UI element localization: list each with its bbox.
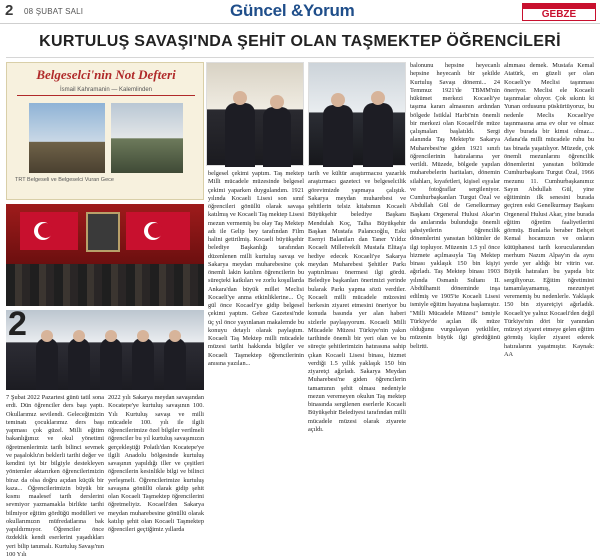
person-face (233, 91, 247, 105)
crescent-cut (148, 223, 163, 238)
person-figure (363, 103, 393, 167)
person-face (331, 93, 345, 107)
crescent-cut (38, 223, 53, 238)
turkish-flag-right (126, 212, 190, 250)
person-figure (164, 338, 186, 390)
person-figure (100, 338, 122, 390)
column-text: belgesel çekimi yaptım. Taş mektep Milli mücadele müzesinde belgesel çekimi yaparken duygulandım. 1921 yılında Kocaeli Lisesi son sınıf öğrencileri gönüllü olarak savaşa katılmış ve Kocaeli Taş mektep Lisesi mezun vermemiş bu olay Taş Mektep adı ile Gelip bey tarafından Film halini getirilmiş. Kocaeli büyükşehir belediye Başkanlığı tarafından düzenlenen milli kurtuluş savaşı ve Sakarya meydan muharebesine çok önemli lakin katılım öğrencilerin bu süreçteki katkıları ve zorlu koşullarda Ankara'dan büyük millet Meclisi Kocaeli'ye anma etkinliklerine... Üç gül önce Kocaeli'ye gidip belgesel çekimi yaptım. Gebze Gazetesi'nde üç yıl önce yayınlanan makalemde bu konuyu detaylı olarak paylaştım. Kocaeli Taş Mektep milli mücadele müzesi tarihi hakkında bilgiler ve Kocaeli Taşmektep öğrencilerinin anısına yazılan... (208, 170, 304, 367)
person-face (137, 330, 149, 342)
column-text: almması demek. Mustafa Kemal Atatürk, en güzeli şer olan Kocaeli'ye Meclisi taşınması öneriyor. Meclisi ele Kocaeli taşınmalar oluyor. Çok sıkıntı ki Yunan ordusunu püskürtüyoruz, bu nedenle Meclis Kocaeli'ye taşınmasına ama ev olur ve olmaz diye burada bir kimsi olmaz... Adana'da milli mücadele ruhu bu tas binada yaşatılıyor. Müzede, çok önemli mezunlarını öğrencilik dönemlerini yansıtan bölümde Cumhurbaşkanı Turgut Özal, 1966 mezunu 11. Cumhurbaşkanımız Sayın Abdullah Gül, yine eğitiminin ilk senesini burada geçiren eski Genelkurmay Başkanı Orgeneral Hulusi Akar, yine burada eğitim öğretim faaliyetlerini görmüş. Bunlarla beraber Behçet Kemal hocamızın ve onların kütüphanesi tarih koruculanından merhum Nazım Alpay'ın da aynı yerde yer aldığı bir vitrin var. Büyük hatıraları bu yapıda biz sergiliyoruz. Eğitim öğretimini tamamlayamamış, mezuniyet verememiş bu nedenlerle. Yaklaşık 150 bin ziyaretçiyi ağırladık. Kocaeli'ye yalnız Kocaeli'den değil Türkiye'nin dört bir yanından müzeyi ziyaret etmeye gelen eğitim görmüş kişiler ziyaret ederek hatıralarını yaşatmıştır. Kaynak: AA (504, 62, 594, 358)
portrait-photo-1 (206, 62, 304, 166)
landscape-image (29, 103, 105, 173)
page-header (0, 0, 600, 24)
person-figure (36, 338, 58, 390)
page-number-large: 2 (8, 305, 27, 343)
column-text: tarih ve kültür araştırmacısı yazarlık araştırmacı gazeteci ve belgeselcilik görevimizde yapmaya çalıştık. Sakarya meydan muharebesi ve şehitlerin telsiz kitabımın Kocaeli Büyükşehir belediye Başkanı Mendulah Koç, Talha Büyükşehir Başkan Mustafa Palancıoğlu, Eski Esenyi Balaniları dan Taner Yıldız Kocaeli Milletvekili Mustafa Elitaş'a hediye edecek Kocaeli'ye Sakarya meydan Muharebesi Şehitler Parkı yaptırılması önermesi ilgi gördü. Belediye başkanları önerimizi yerinde bularak Parkı yapma sözü verdiler. Kocaeli milli mücadele müzesini herkesin ziyaret etmesini öneriyor bu konuda basında yer alan haberi sizlerle paylaşıyorum. Kocaeli Milli Mücadele Müzesi Türkiye'nin yakın tarihinde önemli bir yeri olan ve bu süreçte şehitlerimizin hatırasına sahip çıkan Kocaeli Lisesi binası, hizmet verdiği 1.5 yıllık yaklaşık 150 bin ziyaretçi ağırladı. Sakarya Meydan Muharebesi'ne giden öğrencilerin tamamının şehit olması nedeniyle mezun veremeyen okulun Taş mektep binasında sergilenen eserlerle Kocaeli Büyükşehir Belediyesi tarafından milli mücadele müzesi olarak ziyarete açıldı. (308, 170, 406, 433)
article-column-4 (308, 170, 406, 498)
column-text: balonunu hepsine heyecanlı hepsine heyecanlı bir şekilde Kurtuluş Savaşı dönemi... 24 Temmuz 1921'de TBMM'nin hükümet merkezi Kocaeli'ye taşıma kararı almasının ardından bölgede İstiklal Harbi'nin önemli bir merkezi olan Kocaeli'de müze çalışmaları başlatıldı. Sergi alanında Taş Mektep'te Sakarya Muharebesi'ne giden 1921 sınıfı öğrencilerinin hatıralarına yer verildi. Müzede, bölgede yapılan muharebelerin haritaları, dönemin silahları, kıyafetleri, kişisel eşyalar ve fotoğraflar sergileniyor. Cumhurbaşkanları Turgut Özal ve Abdullah Gül de Genelkurmay Başkanı Orgeneral Hulusi Akar'ın da anılarında bulunduğu önemli şahsiyetlerin öğrencilik dönemlerini yansıtan bölümler de ilgi topluyor. Müzenin 1.5 yıl önce hizmete açılmasıyla Taş Mektep binası yaklaşık 150 bin kişiyi ağırladı. Taş Mektep binası 1903 yılında Osmanlı Sultanı II. Abdülhamit döneminde inşa edilmiş ve 1905'te Kocaeli Lisesi ismiyle eğitim hayatına başlamıştır. "Milli Mücadele Müzesi" ismiyle Türkiye'de açılan ilk müze olduğunu vurgulayan yetkililer, müzenin büyük ilgi gördüğünü belirtti. (410, 62, 500, 350)
person-figure (225, 103, 255, 167)
notebook-title: Belgeselci'nin Not Defteri (36, 67, 176, 82)
brand-name: GEBZE (541, 9, 577, 20)
person-figure (132, 338, 154, 390)
article-column-6 (504, 62, 594, 498)
person-figure (323, 105, 353, 167)
column-text: 2022 yılı Sakarya meydan savaşından Kocatepe'ye kurtuluş savaşının 100. Yılı Kurtuluş savaşı ve milli mücadele 100. yılı ile ilgili öğrencilerimize özel bilgiler verilmeli öğrenciler bu yıl kurtuluş savaşımızın gerçekleştiği Polatlı'dan Kocatepe'ye ilgili Anadolu bölgesinde kurtuluş savaşının yapıldığı iller ve çeşitleri öğrencilerin kesinlikle bilgi ve bilinci yerleşmeli. Öğrencilerimize kurtuluş savaşına gönüllü olarak gidip şehit olan Kocaeli Taşmektep öğrencilerini öğretmeliyiz. Kocaeli'den Sakarya meydan muharebesine gönüllü olarak katılıp şehit olan Kocaeli Taşmektep öğrencileri geçtiğimiz yıllarda (108, 394, 204, 533)
person-face (169, 330, 181, 342)
notebook-divider (17, 95, 195, 96)
flag-ceremony-photo (6, 204, 204, 306)
notebook-caption: TRT Belgeseli ve Belgeselci Vuran Gece (15, 177, 114, 183)
crowd (6, 264, 204, 306)
person-face (73, 330, 85, 342)
landscape-image-2 (111, 103, 183, 173)
article-column-3 (208, 170, 304, 498)
article-headline: KURTULUŞ SAVAŞI'NDA ŞEHİT OLAN TAŞMEKTEP ÖĞRENCİLERİ (39, 33, 561, 50)
person-face (41, 330, 53, 342)
brand-logo (522, 3, 596, 21)
article-column-5 (410, 62, 500, 498)
article-column-1 (6, 394, 104, 558)
notebook-author: İsmail Kahramanin — Kalemlinden (59, 87, 153, 93)
group-photo (6, 310, 204, 390)
portrait-frame (86, 212, 120, 252)
person-figure (263, 107, 291, 167)
column-text: 7 Şubat 2022 Pazartesi günü tatil sona erdi. Dün öğrenciler ders başı yaptı. Okullarımız sevilendi. Geleceğimizin teminatı çocuklarımız ders başı yapması çok güzel. Milli eğitim bakanlığımız ve okul yönetimi öğretmenlerimiz tarih bilinci sevmek ve paşaloklu'ın beklerli tarihi değer ve kendini iyi bir bilgiyle destekleyen yöntemler aktarırken öğrencilerimizin biraz da olsa doğru açıdan küçük bir kaza... Öğrencilerimizin büyük bir kısmı maalesef tarih derslerini sevmiyor yazmamakla birlikte tarihi bilmiyor eğitim gördüğü modülleri ve okullarımızın müfredatlarına bak yapıldırmıyor. Öğrenciler önce özdeklik kendi eserlerini yaşadıkları yeri bilip tanımalı. Kurtuluş Savaşı'nın 100 Yılı (6, 394, 104, 558)
person-figure (68, 338, 90, 390)
turkish-flag-left (20, 212, 78, 250)
section-title: Güncel &Yorum (230, 1, 355, 20)
portrait-photo-2 (308, 62, 406, 166)
headline-divider (6, 57, 594, 58)
issue-date: 08 ŞUBAT SALI (24, 7, 84, 16)
article-column-2 (108, 394, 204, 533)
notebook-cover-photo (6, 62, 204, 200)
person-face (371, 91, 385, 105)
person-face (270, 95, 284, 109)
person-face (105, 330, 117, 342)
page-number: 2 (5, 2, 14, 19)
